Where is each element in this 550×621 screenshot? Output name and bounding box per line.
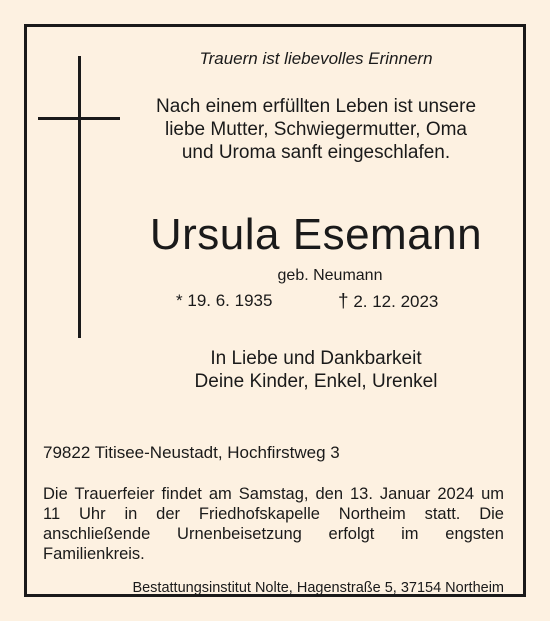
birth-date: 19. 6. 1935 <box>187 291 273 310</box>
deceased-name: Ursula Esemann <box>149 210 483 259</box>
closing-text <box>130 347 502 393</box>
death-info <box>338 291 438 313</box>
cross-icon-vertical-beam <box>78 56 81 338</box>
family-address: 79822 Titisee-Neustadt, Hochfirstweg 3 <box>43 443 340 462</box>
intro-line: und Uroma sanft eingeschlafen. <box>181 142 451 163</box>
death-date: 2. 12. 2023 <box>353 292 439 311</box>
cross-icon-horizontal-beam <box>38 117 120 120</box>
motto: Trauern ist liebevolles Erinnern <box>199 49 433 68</box>
closing-line: Deine Kinder, Enkel, Urenkel <box>194 371 438 392</box>
closing-line: In Liebe und Dankbarkeit <box>210 348 422 369</box>
dagger-icon: † <box>338 291 349 312</box>
maiden-name: geb. Neumann <box>277 267 383 284</box>
birth-info <box>176 291 272 311</box>
intro-text <box>130 95 502 164</box>
birth-symbol: * <box>176 291 183 310</box>
ceremony-notice: Die Trauerfeier findet am Samstag, den 13. Januar 2024 um 11 Uhr in der Friedhofskapelle Northeim statt. Die anschließende Urnenbeisetzung erfolgt im engsten Familienkreis. <box>43 485 504 563</box>
funeral-home: Bestattungsinstitut Nolte, Hagenstraße 5, 37154 Northeim <box>132 580 504 596</box>
intro-line: Nach einem erfüllten Leben ist unsere <box>155 96 477 117</box>
intro-line: liebe Mutter, Schwiegermutter, Oma <box>164 119 467 140</box>
